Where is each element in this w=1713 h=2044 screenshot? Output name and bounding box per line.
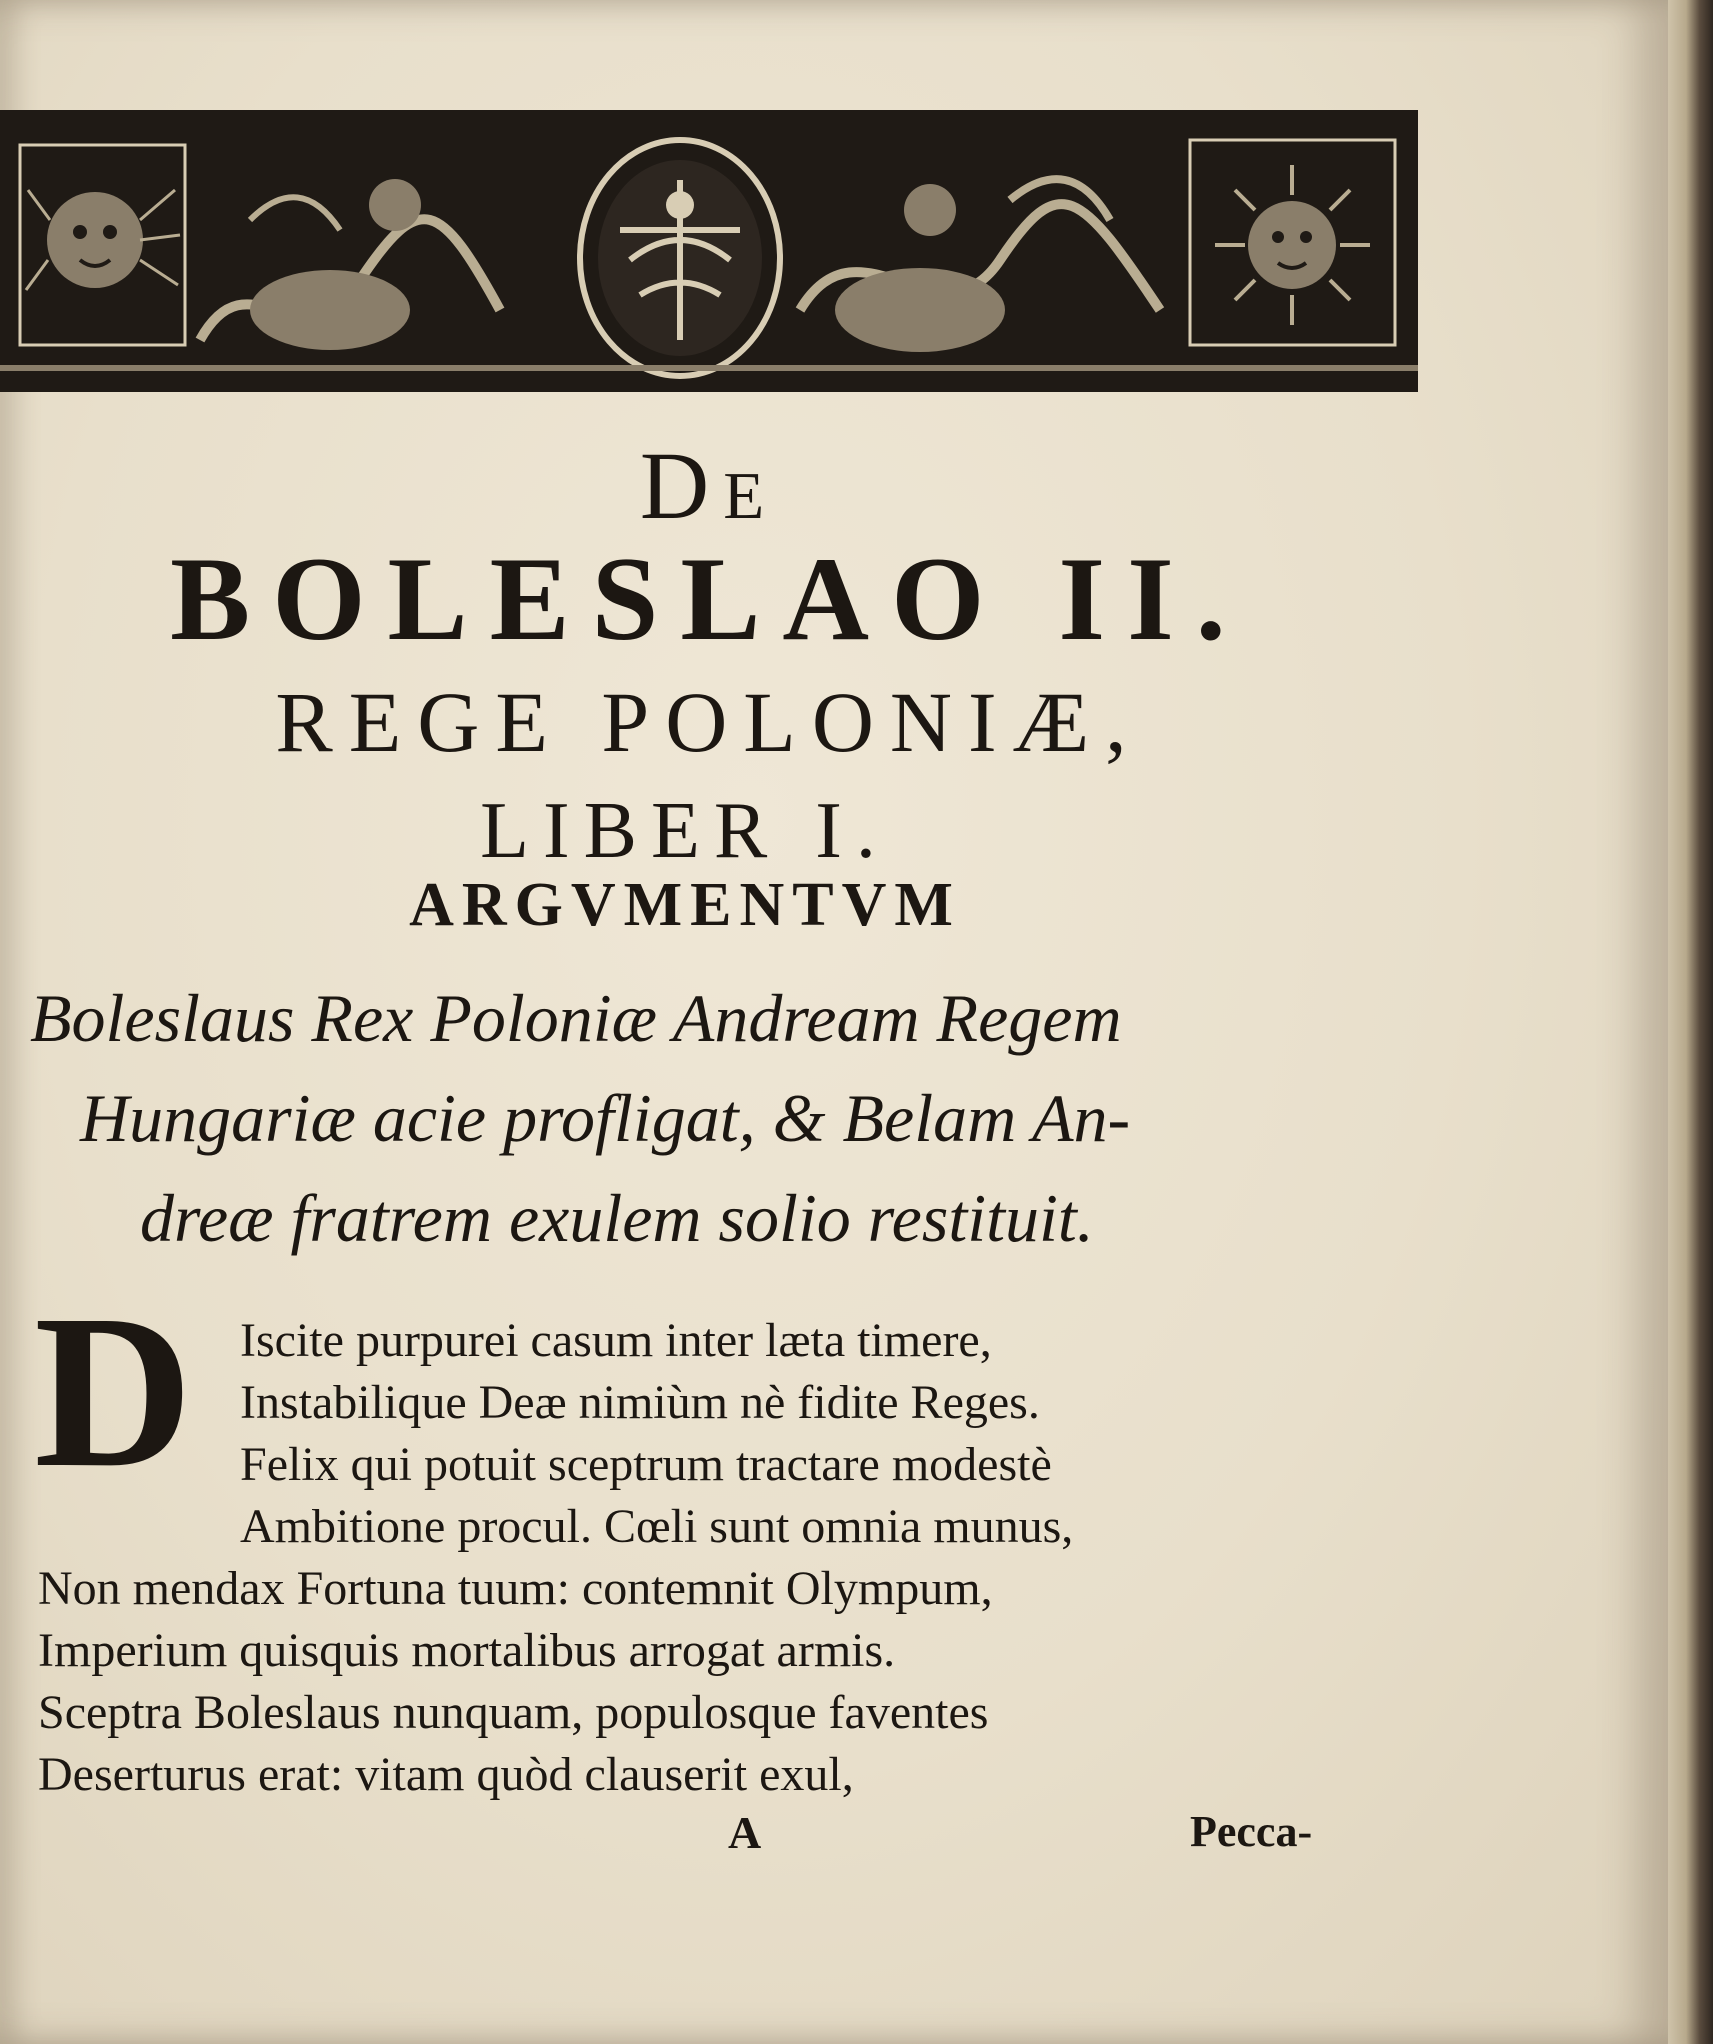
catchword: Pecca- [1190,1807,1313,1856]
verse-line: Iscite purpurei casum inter læta timere, [240,1314,992,1367]
title-rege-poloniae: REGE POLONIÆ, [275,674,1143,770]
verse-line: Deserturus erat: vitam quòd clauserit exul, [38,1748,854,1801]
verse-line: Felix qui potuit sceptrum tractare modestè [240,1438,1052,1491]
title-de: De [639,432,779,539]
verse-line: Non mendax Fortuna tuum: contemnit Olympum, [38,1562,993,1615]
argument-line: Boleslaus Rex Poloniæ Andream Regem [30,980,1122,1056]
argument-line: Hungariæ acie profligat, & Belam An- [80,1080,1131,1156]
title-boleslao: BOLESLAO II. [170,532,1248,665]
book-spine-edge [1668,0,1713,2044]
verse-line: Ambitione procul. Cœli sunt omnia munus, [240,1500,1074,1553]
woodcut-headpiece-ornament [0,110,1418,392]
argument-summary [30,968,1390,1268]
verse-line: Instabilique Deæ nimiùm nè fidite Reges. [240,1376,1040,1429]
verse-line: Imperium quisquis mortalibus arrogat armis. [38,1624,896,1677]
verse-block [38,1310,1338,1806]
drop-capital: D [34,1269,193,1513]
verse-line: Sceptra Boleslaus nunquam, populosque faventes [38,1686,989,1739]
argumentum-heading: ARGVMENTVM [409,871,961,939]
signature-mark: A [728,1807,762,1858]
title-liber: LIBER I. [480,787,890,875]
argument-line: dreæ fratrem exulem solio restituit. [140,1180,1094,1256]
